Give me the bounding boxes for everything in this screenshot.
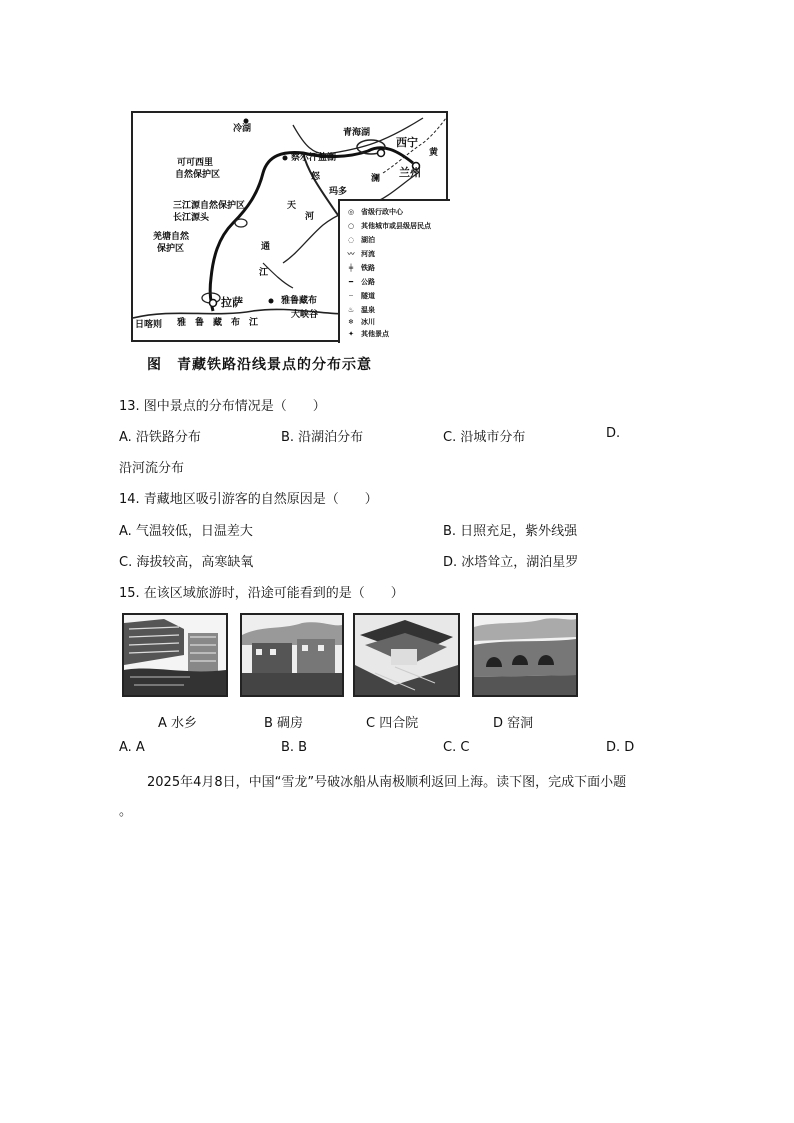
stone-house-image bbox=[242, 615, 342, 695]
q14-option-a[interactable]: A. 气温较低，日温差大 bbox=[119, 524, 253, 539]
legend-row bbox=[344, 277, 375, 287]
question-13-stem: 13. 图中景点的分布情况是（ ） bbox=[119, 399, 326, 414]
legend-row bbox=[344, 329, 389, 339]
water-town-image bbox=[124, 615, 226, 695]
label-changjiang: 长江源头 bbox=[173, 213, 210, 223]
hot-spring-icon: ♨ bbox=[347, 306, 355, 314]
city-xining-dot bbox=[378, 150, 385, 157]
legend-label: 省级行政中心 bbox=[361, 208, 403, 216]
highway-icon: ━ bbox=[348, 278, 354, 286]
legend-row bbox=[344, 221, 431, 231]
map-caption: 图 青藏铁路沿线景点的分布示意 bbox=[147, 357, 372, 373]
town-qarhan-dot bbox=[283, 156, 288, 161]
label-lasa: 拉萨 bbox=[221, 296, 243, 309]
question-15-stem: 15. 在该区域旅游时，沿途可能看到的是（ ） bbox=[119, 586, 404, 601]
railway-icon: ╪ bbox=[348, 264, 354, 272]
river-icon: 〰 bbox=[347, 250, 355, 258]
passage-line-1: 2025年4月8日，中国“雪龙”号破冰船从南极顺利返回上海。读下图，完成下面小题 bbox=[147, 775, 627, 790]
q14-option-d[interactable]: D. 冰塔耸立，湖泊星罗 bbox=[443, 555, 579, 570]
legend-label: 隧道 bbox=[361, 292, 375, 300]
label-huang: 黄 bbox=[429, 148, 439, 158]
legend-label: 温泉 bbox=[361, 306, 375, 314]
label-yarlung: 雅鲁藏布 bbox=[281, 296, 318, 306]
cave-dwelling-image bbox=[474, 615, 576, 695]
label-yarlung-river: 雅 鲁 藏 布 江 bbox=[177, 318, 259, 328]
label-zhaduo: 玛多 bbox=[329, 187, 348, 197]
legend-row bbox=[344, 305, 375, 315]
q15-option-a[interactable]: A. A bbox=[119, 740, 145, 755]
city-lasa-dot bbox=[210, 300, 217, 307]
legend-label: 冰川 bbox=[361, 318, 375, 326]
scenic-yarlung-dot bbox=[269, 299, 274, 304]
legend-row bbox=[344, 291, 375, 301]
legend-row bbox=[344, 207, 403, 217]
label-rikaze: 日喀则 bbox=[135, 320, 163, 330]
q13-option-a[interactable]: A. 沿铁路分布 bbox=[119, 430, 201, 445]
lake-icon: ◌ bbox=[347, 236, 355, 244]
photo-label-a: A 水乡 bbox=[158, 716, 198, 731]
legend-label: 其他城市或县级居民点 bbox=[361, 222, 431, 230]
label-yarlung2: 大峡谷 bbox=[291, 310, 319, 320]
label-sanjiang: 三江源自然保护区 bbox=[173, 201, 246, 211]
photo-cave-dwelling bbox=[472, 613, 578, 697]
photo-label-b: B 碉房 bbox=[264, 716, 304, 731]
photo-stone-house bbox=[240, 613, 344, 697]
photo-label-c: C 四合院 bbox=[366, 716, 419, 731]
q13-option-c[interactable]: C. 沿城市分布 bbox=[443, 430, 526, 445]
q15-option-b[interactable]: B. B bbox=[281, 740, 308, 755]
q13-option-d-text[interactable]: 沿河流分布 bbox=[119, 461, 185, 476]
legend-label: 湖泊 bbox=[361, 236, 375, 244]
legend-label: 铁路 bbox=[361, 264, 375, 272]
photo-label-d: D 窑洞 bbox=[493, 716, 534, 731]
label-lenghu: 冷湖 bbox=[233, 124, 252, 134]
label-qarhan: 察尔汗盐湖 bbox=[291, 153, 337, 163]
q15-option-c[interactable]: C. C bbox=[443, 740, 470, 755]
question-14-stem: 14. 青藏地区吸引游客的自然原因是（ ） bbox=[119, 492, 378, 507]
town-lenghu-dot bbox=[244, 119, 249, 124]
label-qiangtang2: 保护区 bbox=[157, 244, 185, 254]
passage-line-2: 。 bbox=[119, 804, 133, 819]
legend-row bbox=[344, 263, 375, 273]
label-xining: 西宁 bbox=[396, 136, 418, 149]
label-lan: 澜 bbox=[371, 174, 381, 184]
city-icon: ○ bbox=[347, 222, 355, 230]
q13-option-d[interactable]: D. bbox=[606, 426, 621, 441]
q14-option-c[interactable]: C. 海拔较高，高寒缺氧 bbox=[119, 555, 254, 570]
tunnel-icon: ┈ bbox=[348, 292, 354, 300]
label-tong: 通 bbox=[261, 242, 271, 252]
label-kekexili2: 自然保护区 bbox=[175, 170, 221, 180]
label-he: 河 bbox=[305, 212, 315, 222]
label-lanzhou: 兰州 bbox=[399, 166, 421, 179]
siheyuan-image bbox=[355, 615, 458, 695]
label-qinghaihu: 青海湖 bbox=[343, 128, 371, 138]
scenic-spot-icon: ✦ bbox=[348, 330, 354, 338]
glacier-icon: ❄ bbox=[348, 318, 354, 326]
legend-label: 河流 bbox=[361, 250, 375, 258]
map-legend bbox=[338, 199, 450, 343]
legend-label: 其他景点 bbox=[361, 330, 389, 338]
photo-siheyuan bbox=[353, 613, 460, 697]
q13-option-b[interactable]: B. 沿湖泊分布 bbox=[281, 430, 364, 445]
label-kekexili: 可可西里 bbox=[177, 158, 214, 168]
legend-row bbox=[344, 249, 375, 259]
railway-map bbox=[131, 111, 448, 342]
label-tian: 天 bbox=[287, 201, 297, 211]
label-qiangtang: 羌塘自然 bbox=[153, 232, 190, 242]
legend-row bbox=[344, 235, 375, 245]
provincial-capital-icon: ◎ bbox=[347, 208, 355, 216]
label-jiang: 江 bbox=[259, 268, 269, 278]
label-nu: 怒 bbox=[311, 172, 321, 182]
legend-row bbox=[344, 317, 375, 327]
q14-option-b[interactable]: B. 日照充足，紫外线强 bbox=[443, 524, 578, 539]
lake-small bbox=[235, 219, 247, 227]
legend-label: 公路 bbox=[361, 278, 375, 286]
photo-water-town bbox=[122, 613, 228, 697]
q15-option-d[interactable]: D. D bbox=[606, 740, 635, 755]
